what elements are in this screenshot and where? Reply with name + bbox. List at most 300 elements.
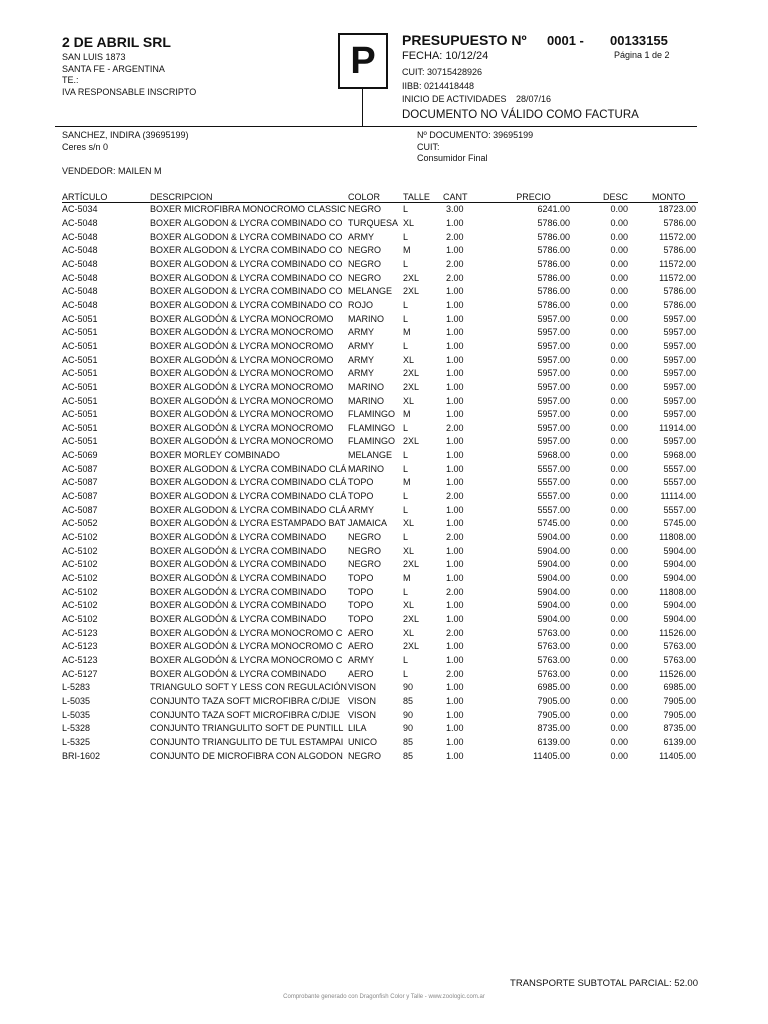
company-city: SANTA FE - ARGENTINA [62,63,165,74]
cell-desc: 0.00 [610,504,628,515]
table-row [62,531,698,545]
table-row [62,722,698,736]
table-row [62,258,698,272]
cell-precio: 5957.00 [537,327,570,338]
cell-desc: 0.00 [610,545,628,556]
cell-color: MARINO [348,463,384,474]
cell-precio: 11405.00 [533,750,570,761]
cell-monto: 5904.00 [663,545,696,556]
cell-color: TOPO [348,586,374,597]
cell-descripcion: BOXER ALGODÓN & LYCRA MONOCROMO [150,313,334,324]
cell-talle: 85 [403,750,414,761]
cell-monto: 11526.00 [659,627,696,638]
cell-precio: 5557.00 [537,477,570,488]
cell-desc: 0.00 [610,409,628,420]
cell-color: NEGRO [348,750,382,761]
cell-articulo: AC-5102 [62,573,98,584]
cell-color: MARINO [348,313,384,324]
table-row [62,708,698,722]
cell-color: ARMY [348,654,375,665]
cell-cant: 1.00 [446,504,464,515]
cell-precio: 5763.00 [537,627,570,638]
cell-descripcion: CONJUNTO TAZA SOFT MICROFIBRA C/DIJE [150,695,340,706]
cell-precio: 5786.00 [537,286,570,297]
cell-descripcion: BOXER ALGODON & LYCRA COMBINADO CLÁ [150,463,347,474]
table-row [62,517,698,531]
activity-start-label: INICIO DE ACTIVIDADES [402,94,507,104]
cell-precio: 5957.00 [537,313,570,324]
cell-monto: 5904.00 [663,614,696,625]
cell-cant: 1.00 [446,518,464,529]
cell-precio: 5786.00 [537,217,570,228]
cell-cant: 1.00 [446,641,464,652]
document-number: 00133155 [610,33,668,48]
cell-desc: 0.00 [610,600,628,611]
cell-color: FLAMINGO [348,422,396,433]
cell-color: JAMAICA [348,518,388,529]
cell-desc: 0.00 [610,340,628,351]
table-header-row [62,190,698,203]
cell-articulo: AC-5048 [62,217,98,228]
cell-precio: 5957.00 [537,409,570,420]
cell-monto: 5957.00 [663,327,696,338]
cell-color: MARINO [348,395,384,406]
company-phone: TE.: [62,75,79,85]
cell-articulo: AC-5123 [62,641,98,652]
cell-desc: 0.00 [610,723,628,734]
cell-desc: 0.00 [610,354,628,365]
table-row [62,381,698,395]
cell-cant: 1.00 [446,327,464,338]
cell-desc: 0.00 [610,614,628,625]
cell-talle: 2XL [403,641,420,652]
table-row [62,667,698,681]
cell-desc: 0.00 [610,532,628,543]
cell-talle: XL [403,518,415,529]
cell-precio: 6241.00 [537,204,570,215]
cell-descripcion: BOXER ALGODON & LYCRA COMBINADO CLÁ [150,491,347,502]
cell-color: ARMY [348,327,375,338]
cell-desc: 0.00 [610,258,628,269]
cell-cant: 2.00 [446,627,464,638]
cell-descripcion: BOXER MORLEY COMBINADO [150,450,280,461]
cell-talle: XL [403,395,415,406]
cell-desc: 0.00 [610,736,628,747]
cell-articulo: AC-5051 [62,395,98,406]
table-row [62,203,698,217]
letter-divider [362,89,363,127]
cell-cant: 1.00 [446,340,464,351]
cell-cant: 2.00 [446,422,464,433]
cell-articulo: BRI-1602 [62,750,101,761]
cell-precio: 5904.00 [537,600,570,611]
cell-precio: 5957.00 [537,395,570,406]
cell-cant: 1.00 [446,409,464,420]
cell-descripcion: BOXER ALGODON & LYCRA COMBINADO CLÁ [150,477,347,488]
cell-cant: 1.00 [446,559,464,570]
cell-articulo: L-5328 [62,723,91,734]
cell-articulo: AC-5102 [62,586,98,597]
table-row [62,408,698,422]
cell-cant: 1.00 [446,368,464,379]
cell-monto: 6985.00 [663,682,696,693]
cell-articulo: AC-5127 [62,668,98,679]
cell-precio: 5763.00 [537,654,570,665]
cell-cant: 1.00 [446,614,464,625]
cell-talle: 2XL [403,614,420,625]
cell-descripcion: BOXER ALGODÓN & LYCRA MONOCROMO [150,327,334,338]
cell-articulo: L-5035 [62,709,91,720]
cell-cant: 1.00 [446,217,464,228]
cell-descripcion: BOXER ALGODON & LYCRA COMBINADO CLÁ [150,504,347,515]
cell-desc: 0.00 [610,586,628,597]
cell-descripcion: BOXER ALGODÓN & LYCRA COMBINADO [150,668,327,679]
cell-color: TURQUESA [348,217,399,228]
cell-precio: 5968.00 [537,450,570,461]
cell-monto: 5786.00 [663,245,696,256]
cell-cant: 2.00 [446,668,464,679]
table-row [62,394,698,408]
table-row [62,312,698,326]
cell-monto: 5786.00 [663,217,696,228]
cell-color: TOPO [348,491,374,502]
cell-monto: 6139.00 [663,736,696,747]
cell-descripcion: TRIANGULO SOFT Y LESS CON REGULACIÓN [150,682,348,693]
cell-talle: 2XL [403,286,420,297]
cell-articulo: AC-5087 [62,463,98,474]
cell-color: MELANGE [348,450,393,461]
cell-desc: 0.00 [610,463,628,474]
cell-monto: 5557.00 [663,477,696,488]
cell-precio: 5557.00 [537,463,570,474]
table-row [62,326,698,340]
cell-talle: 85 [403,736,414,747]
cell-monto: 11808.00 [659,586,696,597]
table-row [62,353,698,367]
cell-monto: 5957.00 [663,340,696,351]
cell-desc: 0.00 [610,477,628,488]
cell-articulo: AC-5048 [62,245,98,256]
cell-articulo: AC-5087 [62,504,98,515]
cell-talle: M [403,573,411,584]
cell-color: FLAMINGO [348,436,396,447]
cell-descripcion: BOXER ALGODÓN & LYCRA MONOCROMO C [150,627,343,638]
cell-desc: 0.00 [610,217,628,228]
cell-desc: 0.00 [610,518,628,529]
cell-talle: L [403,586,409,597]
cell-monto: 5786.00 [663,299,696,310]
cell-color: ARMY [348,368,375,379]
cell-desc: 0.00 [610,491,628,502]
cell-talle: L [403,313,409,324]
cell-precio: 5904.00 [537,586,570,597]
cell-precio: 5786.00 [537,258,570,269]
cell-color: LILA [348,723,367,734]
cell-monto: 5904.00 [663,600,696,611]
company-address: SAN LUIS 1873 [62,52,126,62]
cell-talle: XL [403,354,415,365]
cell-monto: 11526.00 [659,668,696,679]
cell-desc: 0.00 [610,709,628,720]
cell-articulo: AC-5102 [62,545,98,556]
cell-monto: 5968.00 [663,450,696,461]
table-row [62,490,698,504]
cell-cant: 1.00 [446,477,464,488]
cell-talle: M [403,327,411,338]
cell-desc: 0.00 [610,313,628,324]
client-document: Nº DOCUMENTO: 39695199 [417,130,534,140]
cell-precio: 5763.00 [537,641,570,652]
cell-cant: 2.00 [446,586,464,597]
cell-descripcion: BOXER ALGODÓN & LYCRA MONOCROMO C [150,654,343,665]
cell-articulo: AC-5051 [62,422,98,433]
table-row [62,340,698,354]
cell-articulo: L-5325 [62,736,91,747]
cell-talle: L [403,668,409,679]
cell-color: ARMY [348,231,375,242]
cell-talle: L [403,463,409,474]
table-row [62,749,698,763]
cell-cant: 1.00 [446,299,464,310]
table-row [62,585,698,599]
cell-articulo: AC-5051 [62,409,98,420]
table-row [62,599,698,613]
table-row [62,695,698,709]
cell-cant: 1.00 [446,600,464,611]
table-row [62,654,698,668]
cell-color: NEGRO [348,245,382,256]
client-info [62,130,189,153]
not-valid-notice: DOCUMENTO NO VÁLIDO COMO FACTURA [402,109,639,121]
cell-articulo: AC-5102 [62,600,98,611]
cell-talle: 2XL [403,559,420,570]
cell-desc: 0.00 [610,641,628,652]
cell-articulo: AC-5123 [62,654,98,665]
cell-descripcion: BOXER ALGODÓN & LYCRA MONOCROMO [150,381,334,392]
cell-cant: 1.00 [446,450,464,461]
cell-descripcion: BOXER ALGODON & LYCRA COMBINADO CO [150,245,343,256]
cell-cant: 1.00 [446,395,464,406]
cell-desc: 0.00 [610,450,628,461]
cell-color: TOPO [348,573,374,584]
cell-desc: 0.00 [610,245,628,256]
cell-color: UNICO [348,736,377,747]
cell-descripcion: BOXER ALGODÓN & LYCRA MONOCROMO [150,395,334,406]
cell-monto: 5904.00 [663,559,696,570]
cell-cant: 1.00 [446,436,464,447]
cell-cant: 2.00 [446,491,464,502]
cell-precio: 5957.00 [537,422,570,433]
cell-precio: 5957.00 [537,354,570,365]
cell-color: NEGRO [348,258,382,269]
cell-color: MELANGE [348,286,393,297]
cell-color: NEGRO [348,272,382,283]
document-title: PRESUPUESTO Nº [402,32,527,48]
cell-precio: 5904.00 [537,573,570,584]
cell-monto: 5763.00 [663,641,696,652]
cell-precio: 5763.00 [537,668,570,679]
cell-monto: 5557.00 [663,504,696,515]
cell-color: NEGRO [348,532,382,543]
cell-cant: 1.00 [446,381,464,392]
table-row [62,449,698,463]
cell-articulo: AC-5048 [62,286,98,297]
cell-descripcion: CONJUNTO TAZA SOFT MICROFIBRA C/DIJE [150,709,340,720]
cell-descripcion: BOXER ALGODON & LYCRA COMBINADO CO [150,299,343,310]
cell-talle: L [403,231,409,242]
table-row [62,572,698,586]
cell-desc: 0.00 [610,395,628,406]
cell-desc: 0.00 [610,695,628,706]
cell-talle: L [403,340,409,351]
cell-articulo: AC-5102 [62,559,98,570]
cell-descripcion: BOXER ALGODON & LYCRA COMBINADO CO [150,217,343,228]
cell-precio: 5786.00 [537,272,570,283]
document-letter: P [350,40,376,82]
cell-cant: 1.00 [446,573,464,584]
cell-monto: 8735.00 [663,723,696,734]
cell-descripcion: BOXER ALGODÓN & LYCRA MONOCROMO [150,368,334,379]
cell-talle: 90 [403,682,414,693]
company-iibb: IIBB: 0214418448 [402,81,475,91]
cell-monto: 5957.00 [663,381,696,392]
cell-articulo: AC-5048 [62,299,98,310]
cell-talle: L [403,504,409,515]
cell-precio: 5904.00 [537,559,570,570]
cell-cant: 2.00 [446,272,464,283]
cell-desc: 0.00 [610,668,628,679]
cell-descripcion: BOXER ALGODON & LYCRA COMBINADO CO [150,286,343,297]
cell-articulo: AC-5051 [62,381,98,392]
cell-talle: 2XL [403,381,420,392]
cell-articulo: AC-5102 [62,614,98,625]
cell-descripcion: BOXER ALGODÓN & LYCRA MONOCROMO [150,436,334,447]
activity-start-date: 28/07/16 [516,94,552,104]
cell-color: NEGRO [348,559,382,570]
transport-subtotal: TRANSPORTE SUBTOTAL PARCIAL: 52.00 [510,978,698,989]
cell-cant: 1.00 [446,709,464,720]
cell-desc: 0.00 [610,381,628,392]
cell-desc: 0.00 [610,286,628,297]
cell-talle: L [403,654,409,665]
page-indicator: Página 1 de 2 [614,50,670,60]
cell-color: ARMY [348,340,375,351]
cell-precio: 5786.00 [537,299,570,310]
cell-descripcion: BOXER ALGODON & LYCRA COMBINADO CO [150,272,343,283]
cell-monto: 18723.00 [658,204,696,215]
cell-talle: 2XL [403,272,420,283]
table-row [62,367,698,381]
cell-monto: 11114.00 [660,491,696,502]
client-condition: Consumidor Final [417,153,488,163]
cell-articulo: L-5283 [62,682,91,693]
cell-precio: 5557.00 [537,504,570,515]
cell-precio: 5957.00 [537,368,570,379]
cell-precio: 5904.00 [537,545,570,556]
cell-articulo: AC-5051 [62,313,98,324]
cell-desc: 0.00 [610,327,628,338]
cell-articulo: AC-5051 [62,436,98,447]
cell-descripcion: BOXER ALGODÓN & LYCRA MONOCROMO C [150,641,343,652]
items-table [62,190,698,763]
cell-descripcion: BOXER ALGODÓN & LYCRA COMBINADO [150,559,327,570]
cell-desc: 0.00 [610,272,628,283]
cell-precio: 5745.00 [537,518,570,529]
cell-monto: 11914.00 [659,422,696,433]
cell-talle: L [403,532,409,543]
cell-precio: 5557.00 [537,491,570,502]
cell-monto: 7905.00 [663,709,696,720]
cell-color: TOPO [348,477,374,488]
client-address: Ceres s/n 0 [62,141,109,152]
cell-cant: 2.00 [446,258,464,269]
cell-talle: M [403,245,411,256]
table-row [62,544,698,558]
cell-cant: 1.00 [446,286,464,297]
cell-color: VISON [348,709,377,720]
cell-descripcion: BOXER ALGODON & LYCRA COMBINADO CO [150,231,343,242]
cell-talle: 85 [403,695,414,706]
cell-descripcion: BOXER ALGODÓN & LYCRA COMBINADO [150,532,327,543]
cell-descripcion: CONJUNTO TRIANGULITO SOFT DE PUNTILL [150,723,344,734]
table-row [62,271,698,285]
document-letter-box [338,33,388,89]
header-divider [55,126,697,127]
client-cuit: CUIT: [417,141,440,152]
cell-color: NEGRO [348,204,382,215]
cell-precio: 5957.00 [537,436,570,447]
cell-desc: 0.00 [610,368,628,379]
cell-monto: 11572.00 [659,258,696,269]
cell-color: AERO [348,668,374,679]
cell-desc: 0.00 [610,436,628,447]
cell-descripcion: BOXER ALGODÓN & LYCRA COMBINADO [150,614,327,625]
table-row [62,462,698,476]
cell-monto: 5957.00 [663,368,696,379]
cell-desc: 0.00 [610,559,628,570]
cell-color: AERO [348,627,374,638]
cell-cant: 1.00 [446,682,464,693]
cell-monto: 11572.00 [659,272,696,283]
cell-talle: XL [403,217,415,228]
generator-footer: Comprobante generado con Dragonfish Color y Talle - www.zoologic.com.ar [283,994,485,1000]
cell-monto: 5786.00 [663,286,696,297]
cell-cant: 1.00 [446,463,464,474]
col-talle: TALLE [403,190,443,203]
cell-articulo: AC-5123 [62,627,98,638]
cell-color: AERO [348,641,374,652]
cell-color: FLAMINGO [348,409,396,420]
document-date: FECHA: 10/12/24 [402,50,489,62]
salesperson: VENDEDOR: MAILEN M [62,166,162,176]
cell-cant: 1.00 [446,245,464,256]
cell-descripcion: BOXER ALGODÓN & LYCRA MONOCROMO [150,409,334,420]
cell-precio: 7905.00 [537,709,570,720]
company-cuit: CUIT: 30715428926 [402,67,483,77]
table-row [62,736,698,750]
cell-descripcion: BOXER ALGODÓN & LYCRA COMBINADO [150,573,327,584]
cell-talle: 2XL [403,368,420,379]
cell-desc: 0.00 [610,422,628,433]
cell-monto: 5904.00 [663,573,696,584]
cell-monto: 5763.00 [663,654,696,665]
cell-descripcion: BOXER ALGODÓN & LYCRA MONOCROMO [150,340,334,351]
cell-monto: 5957.00 [663,409,696,420]
table-row [62,422,698,436]
cell-talle: 2XL [403,436,420,447]
cell-desc: 0.00 [610,231,628,242]
cell-cant: 1.00 [446,313,464,324]
